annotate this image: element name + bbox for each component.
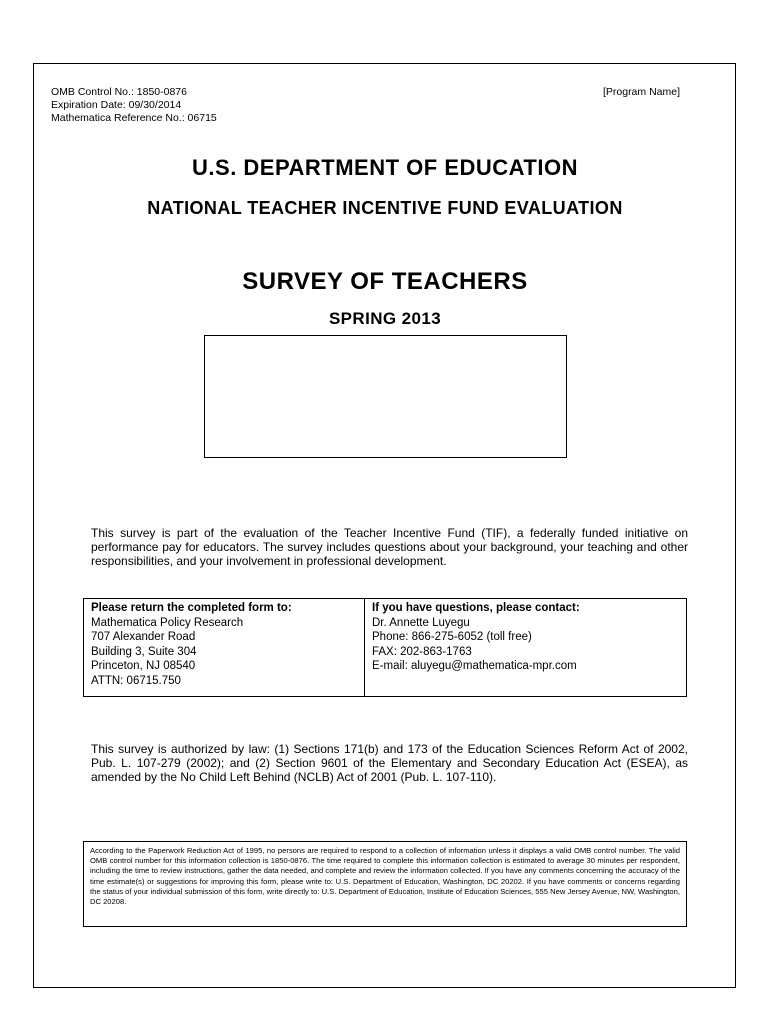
expiration-date: Expiration Date: 09/30/2014	[51, 99, 182, 111]
contact-phone: Phone: 866-275-6052 (toll free)	[372, 631, 532, 643]
department-title: U.S. DEPARTMENT OF EDUCATION	[192, 155, 578, 180]
intro-paragraph: This survey is part of the evaluation of the Teacher Incentive Fund (TIF), a federally funded initiative on performance pay for educators. The survey includes questions about your background, your teaching and other responsibilities, and your involvement in professional development.	[91, 526, 688, 568]
return-line: 707 Alexander Road	[91, 631, 196, 643]
contact-table	[83, 598, 687, 697]
survey-title: SURVEY OF TEACHERS	[242, 268, 528, 295]
return-line: ATTN: 06715.750	[91, 674, 181, 687]
paperwork-reduction-notice: According to the Paperwork Reduction Act of 1995, no persons are required to respond to a collection of information unless it displays a valid OMB control number. The valid OMB control number for this information collection is 1850-0876. The time required to complete this information collection is estimated to average 30 minutes per respondent, including the time to review instructions, gather the data needed, and complete and review the information collected. If you have any comments concerning the accuracy of the time estimate(s) or suggestions for improving this form, please write to: U.S. Department of Education, Washington, DC 20202. If you have comments or concerns regarding the status of your individual submission of this form, write directly to: U.S. Department of Education, Institute of Education Sciences, 555 New Jersey Avenue, NW, Washington, DC 20208.	[83, 841, 687, 927]
contact-heading: If you have questions, please contact:	[372, 602, 580, 614]
legal-authority-paragraph: This survey is authorized by law: (1) Sections 171(b) and 173 of the Education Sciences Reform Act of 2002, Pub. L. 107-279 (2002); and (2) Section 9601 of the Elementary and Secondary Education Act (ESEA), as amended by the No Child Left Behind (NCLB) Act of 2001 (Pub. L. 107-110).	[91, 742, 688, 784]
return-address-cell	[84, 599, 365, 696]
header-control-info	[51, 86, 217, 125]
return-line: Building 3, Suite 304	[91, 645, 197, 658]
omb-control-number: OMB Control No.: 1850-0876	[51, 86, 187, 98]
return-line: Princeton, NJ 08540	[91, 660, 196, 672]
program-name: [Program Name]	[602, 86, 680, 98]
address-label-box	[204, 335, 567, 458]
contact-fax: FAX: 202-863-1763	[372, 645, 472, 658]
contact-email: E-mail: aluyegu@mathematica-mpr.com	[372, 660, 577, 672]
return-line: Mathematica Policy Research	[91, 616, 244, 629]
return-heading: Please return the completed form to:	[91, 602, 292, 614]
survey-season: SPRING 2013	[328, 309, 442, 328]
evaluation-title: NATIONAL TEACHER INCENTIVE FUND EVALUATION	[147, 198, 623, 218]
reference-number: Mathematica Reference No.: 06715	[51, 112, 217, 124]
contact-cell	[365, 599, 686, 696]
contact-name: Dr. Annette Luyegu	[372, 616, 470, 629]
